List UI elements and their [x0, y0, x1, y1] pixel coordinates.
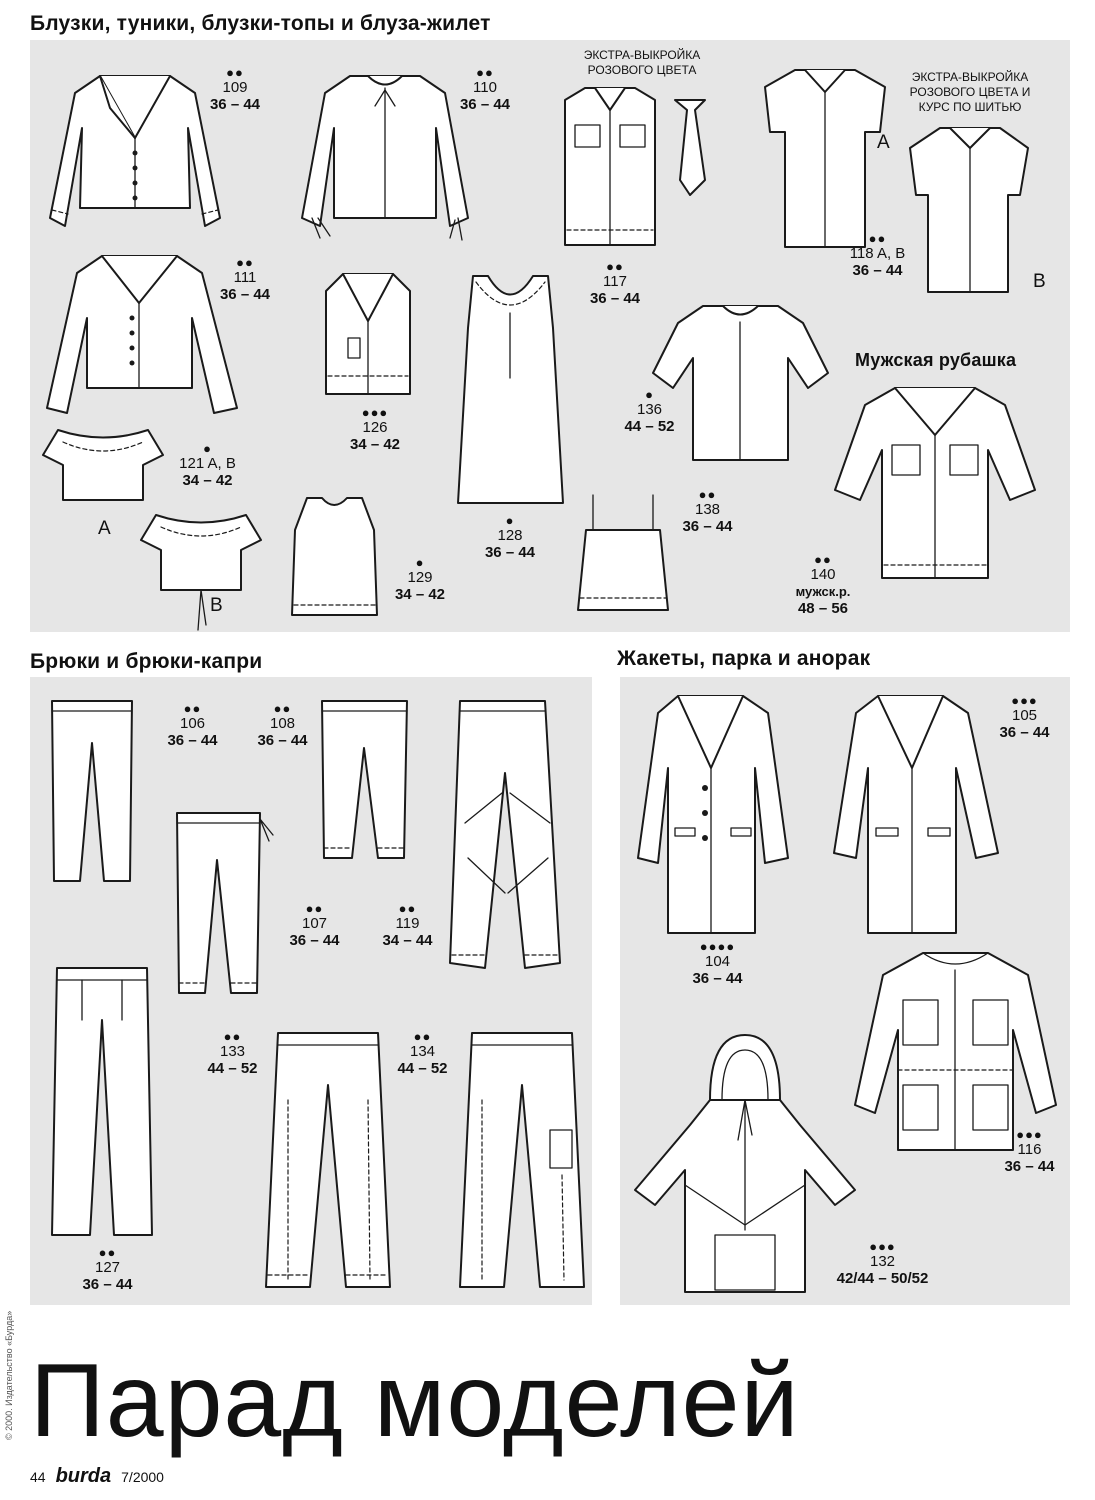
issue-number: 7/2000 — [121, 1469, 164, 1485]
model-105-drawing — [828, 688, 1003, 938]
model-138-label: ●● 138 36 – 44 — [682, 487, 733, 535]
model-110-drawing — [290, 68, 480, 248]
model-121a-drawing — [38, 420, 168, 510]
model-107-drawing — [312, 693, 417, 868]
page-number: 44 — [30, 1469, 46, 1485]
page-title: Парад моделей — [30, 1343, 800, 1459]
model-111-drawing — [42, 248, 242, 418]
model-117-label: ●● 117 36 – 44 — [589, 259, 641, 307]
model-140-label: ●● 140 мужск.р. 48 – 56 — [795, 552, 851, 617]
model-117-drawing — [555, 80, 730, 255]
model-106-label: ●● 106 36 – 44 — [167, 701, 218, 749]
model-109-label: ●● 109 36 – 44 — [209, 65, 261, 113]
section-title-mens-shirt: Мужская рубашка — [855, 350, 1017, 370]
model-126-label: ●●● 126 34 – 42 — [349, 405, 401, 453]
model-127-label: ●● 127 36 – 44 — [82, 1245, 133, 1293]
section-title-trousers: Брюки и брюки-капри — [30, 650, 263, 673]
section-title-jackets: Жакеты, парка и анорак — [617, 647, 871, 670]
model-105-label: ●●● 105 36 – 44 — [999, 693, 1050, 741]
model-133-label: ●● 133 44 – 52 — [207, 1029, 258, 1077]
model-129-drawing — [282, 490, 387, 620]
model-128-drawing — [448, 268, 573, 508]
model-118b-drawing — [900, 120, 1040, 300]
model-106-drawing — [42, 693, 142, 888]
model-121-label: ● 121 A, B 34 – 42 — [179, 441, 236, 489]
model-127-drawing — [42, 960, 162, 1245]
note-118-extra-pattern: ЭКСТРА-ВЫКРОЙКА РОЗОВОГО ЦВЕТА И КУРС ПО ШИТЬЮ — [909, 70, 1031, 114]
model-129-label: ● 129 34 – 42 — [394, 555, 446, 603]
side-credit: © 2000. Издательство «Бурда» — [4, 1310, 14, 1440]
model-118a-drawing — [755, 62, 895, 252]
model-134-drawing — [452, 1025, 592, 1295]
model-111-label: ●● 111 36 – 44 — [219, 255, 271, 303]
brand-logo: burda — [55, 1465, 112, 1487]
page-footer — [30, 1465, 164, 1488]
model-107-label: ●● 107 36 – 44 — [289, 901, 340, 949]
model-133-drawing — [258, 1025, 398, 1295]
model-108-drawing — [165, 805, 275, 1000]
model-116-label: ●●● 116 36 – 44 — [1004, 1127, 1055, 1175]
model-108-label: ●● 108 36 – 44 — [257, 701, 308, 749]
model-134-label: ●● 134 44 – 52 — [397, 1029, 448, 1077]
model-119-label: ●● 119 34 – 44 — [382, 901, 433, 949]
variant-118-b: B — [1033, 271, 1046, 292]
model-121b-drawing — [136, 505, 266, 635]
variant-121-b: B — [210, 595, 223, 616]
model-109-drawing — [40, 68, 230, 238]
model-104-drawing — [633, 688, 793, 938]
model-119-drawing — [430, 693, 580, 978]
model-126-drawing — [318, 266, 418, 401]
model-110-label: ●● 110 36 – 44 — [459, 65, 511, 113]
model-136-drawing — [648, 298, 833, 468]
variant-118-a: A — [877, 132, 890, 153]
model-104-label: ●●●● 104 36 – 44 — [692, 939, 743, 987]
model-132-label: ●●● 132 42/44 – 50/52 — [836, 1239, 929, 1287]
model-118-label: ●● 118 A, B 36 – 44 — [849, 231, 906, 279]
section-title-blouses: Блузки, туники, блузки-топы и блуза-жилет — [30, 12, 491, 35]
model-138-drawing — [568, 490, 678, 620]
variant-121-a: A — [98, 518, 111, 539]
model-128-label: ● 128 36 – 44 — [484, 513, 536, 561]
note-117-extra-pattern: ЭКСТРА-ВЫКРОЙКА РОЗОВОГО ЦВЕТА — [583, 48, 701, 77]
model-136-label: ● 136 44 – 52 — [624, 387, 675, 435]
